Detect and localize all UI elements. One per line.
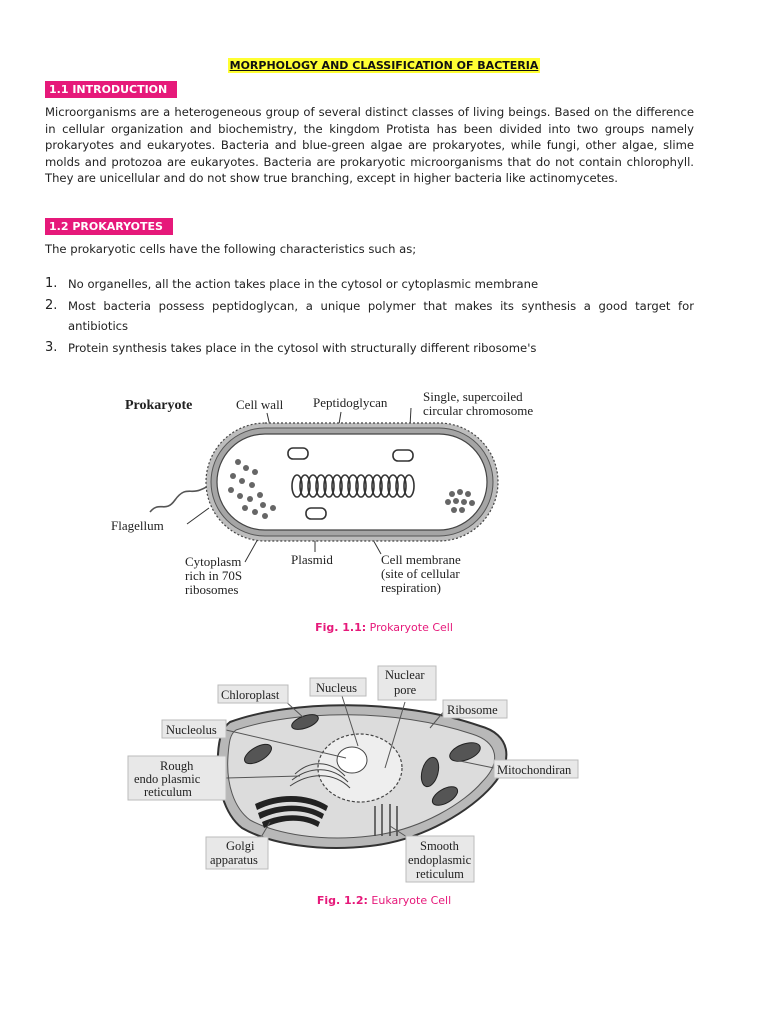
peptidoglycan-label: Peptidoglycan bbox=[313, 395, 388, 410]
rough-er-label-line2: endo plasmic bbox=[134, 772, 201, 786]
figure-2-caption: Fig. 1.2: Eukaryote Cell bbox=[316, 894, 452, 907]
cell-wall-label: Cell wall bbox=[236, 397, 284, 412]
smooth-er-label-line2: endoplasmic bbox=[408, 853, 472, 867]
prokaryote-title-label: Prokaryote bbox=[125, 398, 193, 413]
nucleolus-shape bbox=[337, 747, 367, 773]
introduction-paragraph: Microorganisms are a heterogeneous group of several distinct classes of living beings. Based on the difference in cellular organization and biochemistry, the kingdom Protista has been divided into two groups namely prokaryotes and eukaryotes. Bacteria and blue-green algae are prokaryotes, while fungi, other algae, slime molds and protozoa are eukaryotes. Bacteria are prokaryotic microorganisms that do not contain chlorophyll. They are unicellular and do not show true branching, except in higher bacteria like actinomycetes. bbox=[45, 105, 694, 185]
figure-1-caption: Fig. 1.1: Prokaryote Cell bbox=[315, 621, 453, 634]
chloroplast-label: Chloroplast bbox=[221, 688, 280, 702]
plasmid-label: Plasmid bbox=[291, 552, 333, 567]
rough-er-label-line3: reticulum bbox=[144, 785, 192, 799]
cell-membrane-label-line1: Cell membrane bbox=[381, 552, 461, 567]
prokaryote-cell-diagram bbox=[105, 382, 555, 602]
cell-membrane-label-line3: respiration) bbox=[381, 580, 441, 595]
flagellum-shape bbox=[150, 480, 213, 512]
section-heading-prokaryotes: 1.2 PROKARYOTES bbox=[45, 218, 173, 235]
list-item: 3. Protein synthesis takes place in the cytosol with structurally different ribosome's bbox=[45, 340, 537, 355]
golgi-label-line1: Golgi bbox=[226, 839, 255, 853]
nuclear-pore-label-line1: Nuclear bbox=[385, 668, 425, 682]
ribosome-label: Ribosome bbox=[447, 703, 498, 717]
cytoplasm-label-line2: rich in 70S bbox=[185, 568, 243, 583]
list-item: 2. Most bacteria possess peptidoglycan, a unique polymer that makes its synthesis a good target for antibiotics bbox=[45, 298, 694, 333]
smooth-er-label-line3: reticulum bbox=[416, 867, 464, 881]
smooth-er-label-line1: Smooth bbox=[420, 839, 459, 853]
golgi-label-line2: apparatus bbox=[210, 853, 258, 867]
cell-membrane-shape bbox=[217, 434, 487, 530]
cytoplasm-label-line1: Cytoplasm bbox=[185, 554, 242, 569]
prokaryotes-intro: The prokaryotic cells have the following characteristics such as; bbox=[45, 242, 417, 256]
chromosome-label-line1: Single, supercoiled bbox=[423, 389, 523, 404]
cytoplasm-label-line3: ribosomes bbox=[185, 582, 239, 597]
nucleolus-label: Nucleolus bbox=[166, 723, 217, 737]
characteristics-list bbox=[45, 274, 694, 360]
cell-membrane-label-line2: (site of cellular bbox=[381, 566, 460, 581]
chromosome-label-line2: circular chromosome bbox=[423, 403, 534, 418]
section-heading-introduction: 1.1 INTRODUCTION bbox=[45, 81, 177, 98]
mitochondrion-label: Mitochondiran bbox=[497, 763, 572, 777]
rough-er-label-line1: Rough bbox=[160, 759, 194, 773]
document-title: MORPHOLOGY AND CLASSIFICATION OF BACTERIA bbox=[229, 59, 539, 72]
nucleus-label: Nucleus bbox=[316, 681, 357, 695]
eukaryote-cell-diagram bbox=[120, 664, 590, 884]
flagellum-label: Flagellum bbox=[111, 518, 164, 533]
nuclear-pore-label-line2: pore bbox=[394, 683, 417, 697]
list-item: 1. No organelles, all the action takes place in the cytosol or cytoplasmic membrane bbox=[45, 276, 539, 291]
